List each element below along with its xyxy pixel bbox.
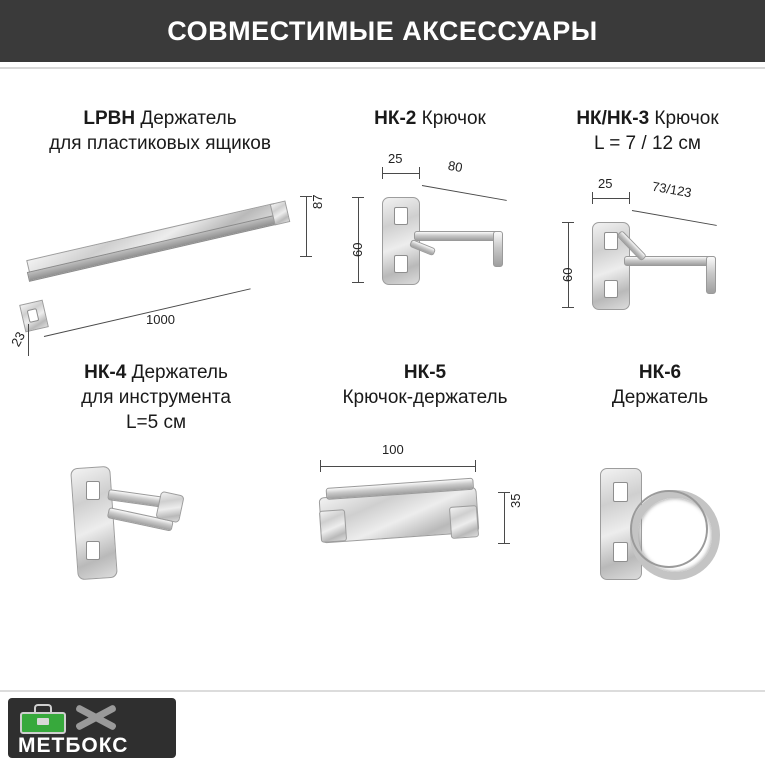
holder-right-end	[449, 505, 479, 539]
item-code: НК/НК-3	[576, 108, 650, 129]
crossed-wrenches-icon	[68, 702, 138, 736]
dim-tick	[382, 167, 383, 179]
dim-label-100: 100	[382, 442, 404, 457]
item-name-line2: для пластиковых ящиков	[49, 133, 271, 154]
dim-label-73-123: 73/123	[650, 178, 693, 201]
dim-line-73-123	[632, 210, 717, 226]
dim-tick	[629, 192, 630, 204]
item-caption	[330, 106, 530, 131]
plate-slot-bottom	[394, 255, 408, 273]
item-name-line3: L=5 см	[125, 412, 187, 433]
brand-name: МЕТБОКС	[18, 734, 129, 757]
dim-line-80	[422, 185, 507, 201]
dim-tick	[352, 282, 364, 283]
dim-line-25	[382, 173, 420, 174]
dim-tick	[562, 222, 574, 223]
plate-slot-top	[86, 481, 100, 500]
tool-clamp-jaw	[155, 491, 184, 523]
accessory-item-nk6[interactable]	[560, 360, 760, 628]
item-illustration-nk5	[300, 442, 550, 628]
dim-label-25: 25	[388, 151, 403, 166]
header-divider	[0, 62, 765, 69]
page-header	[0, 0, 765, 62]
item-name-line1: Крючок	[654, 108, 719, 129]
item-caption	[300, 360, 550, 410]
dim-line-87	[306, 196, 307, 256]
dim-label-35: 35	[508, 493, 523, 508]
rail-lip	[27, 215, 277, 282]
dim-line-100	[320, 466, 476, 467]
plate-slot-bottom	[604, 280, 618, 298]
dim-label-80: 80	[446, 157, 464, 176]
item-code: НК-6	[638, 362, 682, 383]
dim-label-1000: 1000	[146, 312, 175, 327]
item-code: НК-2	[374, 108, 417, 129]
accessory-item-lpbh[interactable]	[8, 106, 325, 364]
footer-divider	[0, 690, 765, 692]
dim-tick	[320, 460, 321, 472]
dim-tick	[352, 197, 364, 198]
dim-label-87: 87	[310, 194, 325, 209]
dim-line-25	[592, 198, 630, 199]
item-code: НК-4	[84, 362, 127, 383]
item-code: LPBH	[83, 108, 136, 129]
item-caption	[540, 106, 755, 156]
plate-slot-top	[394, 207, 408, 225]
item-name-line1: Держатель	[131, 362, 228, 383]
item-name-line1: Крючок-держатель	[342, 387, 508, 408]
dim-line-60	[568, 222, 569, 308]
dim-tick	[592, 192, 593, 204]
item-caption	[20, 106, 300, 156]
dim-label-60: 60	[560, 267, 575, 282]
accessory-grid	[0, 72, 765, 682]
toolbox-icon	[20, 704, 66, 734]
item-illustration-nk3	[540, 170, 755, 370]
accessory-item-nk4[interactable]	[16, 360, 296, 629]
item-name-line2: для инструмента	[81, 387, 231, 408]
dim-tick	[562, 307, 574, 308]
item-caption	[560, 360, 760, 410]
dim-line-23	[28, 324, 29, 356]
hook-tip	[493, 231, 503, 267]
hook-arm	[414, 231, 502, 241]
hook-tip	[706, 256, 716, 294]
plate-slot-top	[613, 482, 628, 502]
dim-line-35	[504, 492, 505, 544]
dim-tick	[498, 543, 510, 544]
dim-tick	[300, 256, 312, 257]
item-illustration-nk2	[330, 145, 530, 345]
dim-label-60: 60	[350, 242, 365, 257]
dim-tick	[475, 460, 476, 472]
item-illustration-nk4	[16, 449, 296, 629]
dim-label-25: 25	[598, 176, 613, 191]
dim-label-23: 23	[8, 329, 29, 350]
item-name-line1: Крючок	[421, 108, 486, 129]
item-illustration-nk6	[560, 448, 760, 628]
page-title: СОВМЕСТИМЫЕ АКСЕССУАРЫ	[167, 15, 598, 46]
dim-line-60	[358, 197, 359, 283]
dim-tick	[419, 167, 420, 179]
item-name-line2: L = 7 / 12 см	[594, 133, 701, 154]
item-illustration-lpbh	[8, 164, 325, 364]
plate-slot-bottom	[86, 541, 100, 560]
plate-slot-bottom	[613, 542, 628, 562]
item-name-line1: Держатель	[140, 108, 237, 129]
accessory-item-nk5[interactable]	[300, 360, 550, 628]
holder-ring-outline	[630, 490, 708, 568]
holder-left-end	[319, 509, 347, 543]
plate-slot-top	[604, 232, 618, 250]
brand-logo[interactable]	[8, 698, 176, 758]
item-caption	[16, 360, 296, 435]
accessory-item-nk2[interactable]	[330, 106, 530, 345]
accessory-item-nk3[interactable]	[540, 106, 755, 370]
item-name-line1: Держатель	[611, 387, 709, 408]
item-code: НК-5	[403, 362, 447, 383]
toolbox-latch	[37, 718, 49, 725]
